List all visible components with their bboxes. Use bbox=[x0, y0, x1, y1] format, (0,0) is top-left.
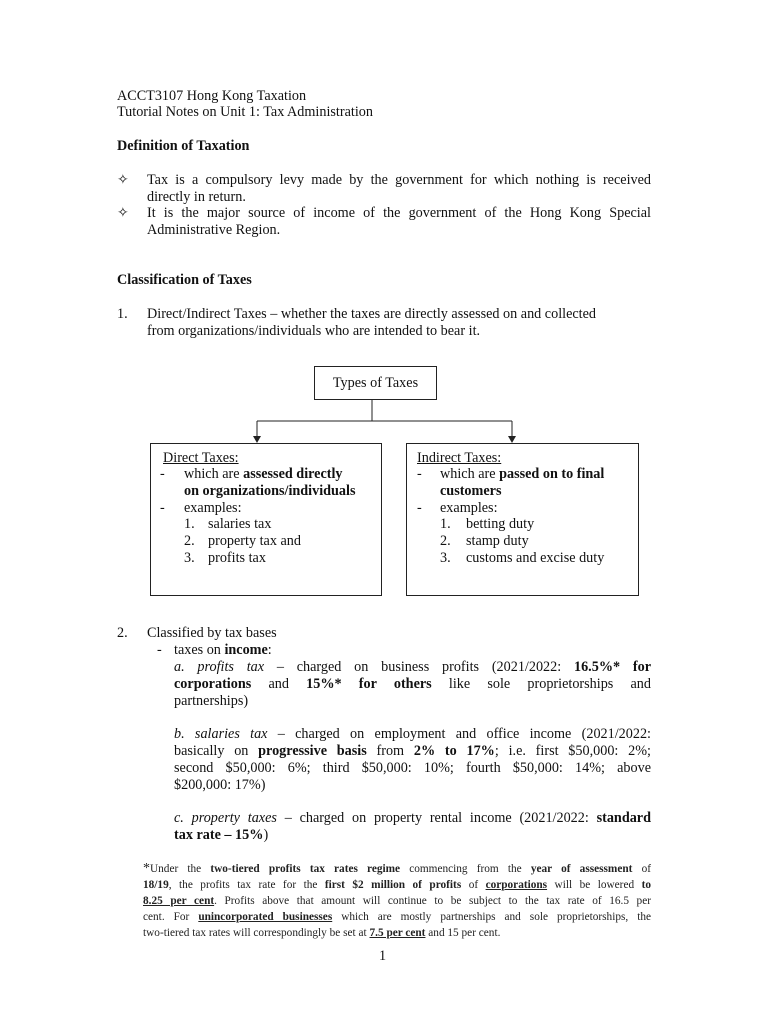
direct-dash: - bbox=[160, 466, 165, 482]
definition-bullet1-line1: Tax is a compulsory levy made by the government for which nothing is received bbox=[147, 172, 651, 188]
indirect-example: betting duty bbox=[466, 516, 535, 532]
item1-number: 1. bbox=[117, 306, 128, 322]
definition-bullet1-line2: directly in return. bbox=[147, 189, 246, 205]
taxes-on-income: taxes on income: bbox=[174, 642, 272, 658]
definition-heading: Definition of Taxation bbox=[117, 138, 250, 154]
item1-line2: from organizations/individuals who are intended to bear it. bbox=[147, 323, 481, 339]
indirect-which-line2: customers bbox=[440, 483, 502, 499]
footnote-line3: 8.25 per cent. Profits above that amount will continue to be subject to the tax rate of 16.5 per bbox=[143, 895, 651, 907]
direct-taxes-title: Direct Taxes: bbox=[163, 450, 239, 466]
direct-example-num: 3. bbox=[184, 550, 195, 566]
page-number: 1 bbox=[379, 948, 387, 964]
direct-which-line1: which are assessed directly bbox=[184, 466, 343, 482]
footnote-line4: cent. For unincorporated businesses which are mostly partnerships and sole proprietorships, the bbox=[143, 911, 652, 923]
direct-which-line2: on organizations/individuals bbox=[184, 483, 356, 499]
bullet-diamond-icon: ✧ bbox=[117, 173, 129, 188]
salaries-tax-line2: basically on progressive basis from 2% to 17%; i.e. first $50,000: 2%; bbox=[174, 743, 651, 759]
types-of-taxes-label: Types of Taxes bbox=[332, 375, 419, 391]
indirect-taxes-box bbox=[406, 443, 639, 596]
footnote-line2: 18/19, the profits tax rate for the first $2 million of profits of corporations will be lowered to bbox=[143, 879, 652, 891]
indirect-example: stamp duty bbox=[466, 533, 529, 549]
indirect-example-num: 1. bbox=[440, 516, 451, 532]
indirect-examples-label: examples: bbox=[440, 500, 498, 516]
definition-bullet2-line2: Administrative Region. bbox=[147, 222, 281, 238]
classification-heading: Classification of Taxes bbox=[117, 272, 252, 288]
definition-bullet2-line1: It is the major source of income of the government of the Hong Kong Special bbox=[147, 205, 651, 221]
bullet-diamond-icon: ✧ bbox=[117, 206, 129, 221]
property-tax-line1: c. property taxes – charged on property rental income (2021/2022: standard bbox=[174, 810, 651, 826]
footnote-line1: *Under the two-tiered profits tax rates regime commencing from the year of assessment of bbox=[143, 861, 651, 876]
item2-title: Classified by tax bases bbox=[147, 625, 277, 641]
arrow-down-icon bbox=[508, 436, 516, 443]
types-of-taxes-box bbox=[314, 366, 437, 400]
indirect-which-line1: which are passed on to final bbox=[440, 466, 605, 482]
profits-tax-line3: partnerships) bbox=[174, 693, 249, 709]
profits-tax-line2: corporations and 15%* for others like sole proprietorships and bbox=[174, 676, 651, 692]
item1-line1: Direct/Indirect Taxes – whether the taxes are directly assessed on and collected bbox=[147, 306, 597, 322]
salaries-tax-line1: b. salaries tax – charged on employment and office income (2021/2022: bbox=[174, 726, 651, 742]
course-title: ACCT3107 Hong Kong Taxation bbox=[117, 88, 307, 104]
direct-dash: - bbox=[160, 500, 165, 516]
direct-taxes-box bbox=[150, 443, 382, 596]
income-dash: - bbox=[157, 642, 162, 658]
indirect-dash: - bbox=[417, 500, 422, 516]
direct-example: property tax and bbox=[208, 533, 301, 549]
indirect-taxes-title: Indirect Taxes: bbox=[417, 450, 502, 466]
arrow-down-icon bbox=[253, 436, 261, 443]
footnote-line5: two-tiered tax rates will correspondingly be set at 7.5 per cent and 15 per cent. bbox=[143, 927, 501, 939]
direct-example: profits tax bbox=[208, 550, 266, 566]
salaries-tax-line3: second $50,000: 6%; third $50,000: 10%; fourth $50,000: 14%; above bbox=[174, 760, 651, 776]
profits-tax-line1: a. profits tax – charged on business profits (2021/2022: 16.5%* for bbox=[174, 659, 651, 675]
direct-example-num: 2. bbox=[184, 533, 195, 549]
direct-example-num: 1. bbox=[184, 516, 195, 532]
indirect-dash: - bbox=[417, 466, 422, 482]
indirect-example-num: 2. bbox=[440, 533, 451, 549]
property-tax-line2: tax rate – 15%) bbox=[174, 827, 269, 843]
salaries-tax-line4: $200,000: 17%) bbox=[174, 777, 266, 793]
tutorial-subtitle: Tutorial Notes on Unit 1: Tax Administration bbox=[117, 104, 373, 120]
item2-number: 2. bbox=[117, 625, 128, 641]
indirect-example: customs and excise duty bbox=[466, 550, 605, 566]
direct-examples-label: examples: bbox=[184, 500, 242, 516]
diagram-connector bbox=[250, 399, 520, 445]
direct-example: salaries tax bbox=[208, 516, 272, 532]
indirect-example-num: 3. bbox=[440, 550, 451, 566]
